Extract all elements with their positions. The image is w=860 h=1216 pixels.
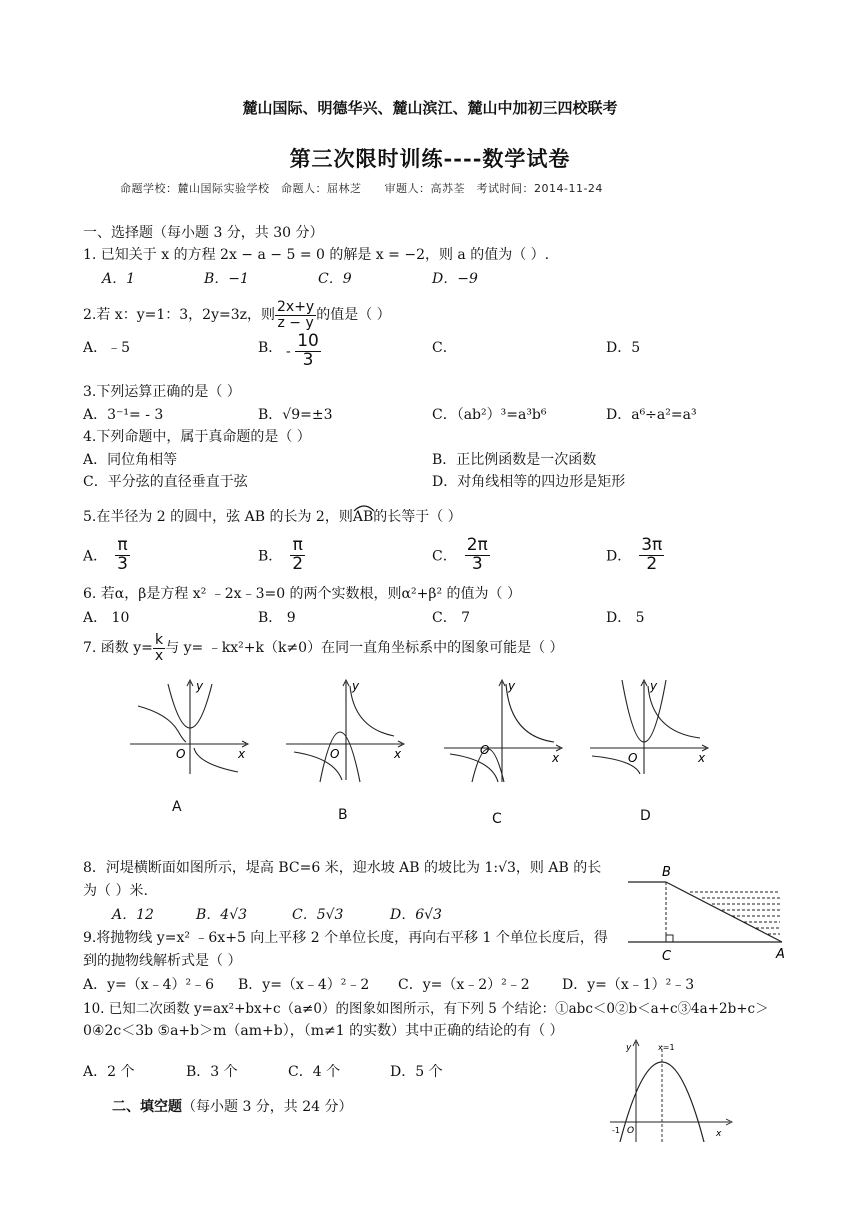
q2-stem-b: 的值是（ ）	[316, 307, 391, 324]
q5-option-a	[83, 537, 130, 574]
q4-option-b: B．正比例函数是一次函数	[432, 452, 597, 468]
q7-d-x-label: x	[698, 751, 706, 765]
q5-a-label: A．	[83, 548, 108, 565]
q4-option-c: C．平分弦的直径垂直于弦	[83, 474, 248, 490]
q6-option-d: D． 5	[606, 610, 645, 626]
q7-fraction	[153, 633, 165, 663]
q5-c-label: C．	[432, 548, 457, 565]
q7-a-x-label: x	[238, 747, 246, 761]
q10-label-x1: x=1	[658, 1043, 675, 1052]
q8-line-2: 为（ ）米.	[83, 883, 148, 899]
q5-d-num: 3π	[641, 535, 663, 555]
q4-stem: 4.下列命题中，属于真命题的是（ ）	[83, 429, 311, 445]
q7-stem	[83, 633, 564, 663]
q2-option-a: A．﹣5	[83, 340, 131, 356]
q8-option-c: C．5√3	[292, 907, 344, 923]
section-1-title: 一、选择题	[83, 225, 153, 241]
q5-stem-b: 的长等于（ ）	[373, 509, 462, 525]
q8-line-1: 8．河堤横断面如图所示，堤高 BC=6 米，迎水坡 AB 的坡比为 1:√3，则 AB 的长	[83, 860, 602, 876]
q3-option-c: C．（ab²）³=a³b⁶	[432, 407, 547, 423]
q5-b-fraction	[290, 537, 305, 574]
q10-line-1: 10. 已知二次函数 y=ax²+bx+c（a≠0）的图象如图所示，有下列 5 个结论：①abc＜0②b＜a+c③4a+2b+c＞	[83, 1001, 769, 1017]
q8-label-a: A	[776, 947, 785, 962]
q10-line-2: 0④2c＜3b ⑤a+b＞m（am+b），（m≠1 的实数）其中正确的结论的有（ ）	[83, 1023, 564, 1039]
q7-c-origin: O	[480, 743, 490, 757]
q2-stem-a: 2.若 x：y=1：3，2y=3z，则	[83, 307, 275, 324]
q2-fraction	[275, 300, 316, 330]
q8-option-d: D．6√3	[390, 907, 442, 923]
q7-frac-num: k	[153, 633, 165, 649]
q2-option-d: D．5	[606, 340, 641, 356]
q4-option-d: D．对角线相等的四边形是矩形	[432, 474, 626, 490]
q6-option-c: C． 7	[432, 610, 471, 626]
arc-icon	[353, 504, 375, 512]
section-1-heading	[83, 222, 324, 242]
q1-option-d: D．−9	[432, 271, 478, 287]
q5-b-label: B．	[258, 548, 283, 565]
q7-stem-a: 7. 函数 y=	[83, 640, 153, 657]
q7-c-x-label: x	[552, 751, 560, 765]
q3-option-b: B．√9=±3	[258, 407, 333, 423]
q9-option-c: C．y=（x﹣2）²﹣2	[398, 977, 530, 993]
q9-line-1: 9.将抛物线 y=x² ﹣6x+5 向上平移 2 个单位长度，再向右平移 1 个单位长度后，得	[83, 930, 608, 946]
q5-b-num: π	[290, 537, 305, 556]
q5-d-den: 2	[646, 553, 658, 574]
q8-label-b: B	[662, 865, 671, 880]
q8-figure	[622, 862, 792, 964]
section-1-note: （每小题 3 分，共 30 分）	[153, 225, 324, 241]
q5-a-den: 3	[117, 553, 128, 574]
q6-option-a: A． 10	[83, 610, 130, 626]
q1-option-a: A．1	[102, 271, 136, 287]
q3-stem: 3.下列运算正确的是（ ）	[83, 384, 241, 400]
q1-stem: 1. 已知关于 x 的方程 2x − a − 5 = 0 的解是 x = −2，则 a 的值为（ ）.	[83, 247, 550, 263]
q5-stem	[83, 506, 462, 526]
q7-frac-den: x	[154, 647, 164, 664]
q7-stem-b: 与 y= ﹣kx²+k（k≠0）在同一直角坐标系中的图象可能是（ ）	[165, 640, 564, 657]
q5-a-fraction	[115, 537, 130, 574]
q5-d-fraction	[639, 537, 664, 574]
q10-option-a: A．2 个	[83, 1064, 135, 1080]
q10-option-d: D．5 个	[390, 1064, 443, 1080]
page-title: 第三次限时训练----数学试卷	[289, 146, 571, 171]
q7-d-origin: O	[628, 751, 638, 765]
q7-graph-d	[588, 676, 718, 776]
q8-option-a: A．12	[112, 907, 154, 923]
section-2-title: 二、填空题	[112, 1099, 182, 1115]
q7-graph-c	[442, 676, 572, 786]
q6-option-b: B． 9	[258, 610, 296, 626]
school-header: 麓山国际、明德华兴、麓山滨江、麓山中加初三四校联考	[242, 99, 618, 117]
q7-b-x-label: x	[394, 747, 402, 761]
q7-graph-label-a: A	[172, 799, 182, 815]
q3-option-d: D．a⁶÷a²=a³	[606, 407, 697, 423]
q5-c-den: 3	[471, 553, 483, 574]
q2-option-c: C．	[432, 340, 457, 356]
q6-stem: 6. 若α，β是方程 x² ﹣2x﹣3=0 的两个实数根，则α²+β² 的值为（ ）	[83, 586, 521, 602]
q10-label-y: y	[626, 1043, 632, 1053]
q2-option-b-value	[286, 333, 321, 370]
q8-label-c: C	[662, 949, 672, 964]
q10-label-neg1: -1	[612, 1126, 620, 1135]
q7-a-origin: O	[176, 747, 186, 761]
q7-b-origin: O	[330, 747, 340, 761]
q2-b-sign: -	[286, 343, 291, 360]
q5-c-num: 2π	[466, 535, 488, 555]
q5-arc-label: AB	[352, 509, 374, 525]
q5-option-b	[258, 537, 305, 574]
q9-option-d: D．y=（x﹣1）²﹣3	[562, 977, 695, 993]
q10-label-x: x	[716, 1129, 722, 1139]
q2-frac-den: z − y	[277, 314, 314, 331]
q7-graph-label-c: C	[492, 811, 502, 827]
q2-frac-num: 2x+y	[277, 299, 315, 315]
q9-option-b: B．y=（x﹣4）²﹣2	[238, 977, 370, 993]
q1-option-b: B．−1	[204, 271, 249, 287]
q9-option-a: A．y=（x﹣4）²﹣6	[83, 977, 215, 993]
q5-d-label: D．	[606, 548, 632, 565]
q8-option-b: B．4√3	[196, 907, 248, 923]
q7-b-y-label: y	[352, 679, 360, 693]
q5-c-fraction	[465, 537, 490, 574]
q7-graph-a	[128, 676, 258, 776]
q7-graph-label-b: B	[338, 807, 348, 823]
q7-d-y-label: y	[650, 679, 658, 693]
q10-option-b: B．3 个	[186, 1064, 238, 1080]
q2-b-num: 10	[297, 331, 319, 351]
q5-b-den: 2	[292, 553, 304, 574]
q9-line-2: 到的抛物线解析式是（ ）	[83, 953, 242, 969]
q5-a-num: π	[115, 537, 130, 556]
q5-arc	[353, 509, 373, 525]
q10-label-origin: O	[627, 1126, 635, 1136]
q2-b-fraction	[295, 333, 321, 370]
q2-b-den: 3	[302, 349, 314, 370]
q5-option-c	[432, 537, 490, 574]
q7-graph-b	[284, 676, 414, 786]
section-2-heading	[112, 1096, 353, 1116]
q1-option-c: C．9	[318, 271, 352, 287]
q10-option-c: C．4 个	[288, 1064, 341, 1080]
q4-option-a: A．同位角相等	[83, 452, 178, 468]
q2-option-b: B．	[258, 340, 283, 356]
q10-figure	[606, 1038, 736, 1142]
q5-stem-a: 5.在半径为 2 的圆中，弦 AB 的长为 2，则	[83, 509, 353, 525]
q7-graph-label-d: D	[640, 808, 651, 824]
q3-option-a: A．3⁻¹= - 3	[83, 407, 164, 423]
section-2-note: （每小题 3 分，共 24 分）	[182, 1099, 353, 1115]
exam-info: 命题学校：麓山国际实验学校 命题人：屈林芝 审题人：高苏荃 考试时间：2014-11-24	[120, 182, 603, 195]
q7-a-y-label: y	[196, 679, 204, 693]
q7-c-y-label: y	[508, 679, 516, 693]
q2-stem	[83, 300, 391, 330]
q5-option-d	[606, 537, 664, 574]
